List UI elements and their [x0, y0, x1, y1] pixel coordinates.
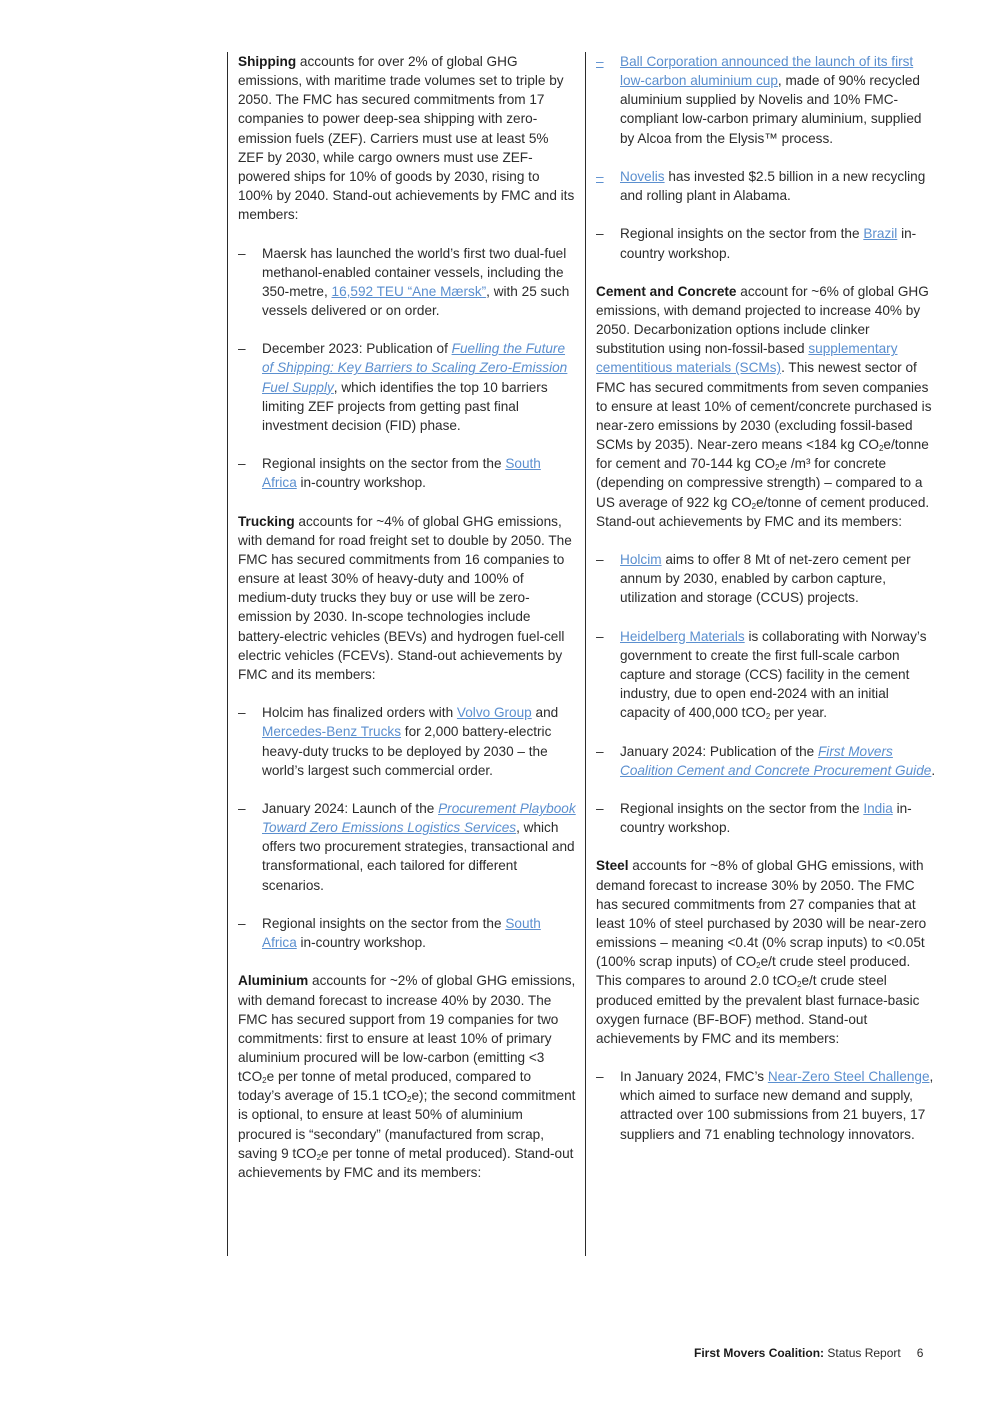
list-item: – Holcim has finalized orders with Volvo Group and Mercedes-Benz Trucks for 2,000 battery-electric heavy-duty trucks to be deployed by 2030 – the world’s largest such commercial order. [238, 705, 559, 778]
aluminium-paragraph: Aluminium accounts for ~2% of global GHG emissions, with demand forecast to increase 40% by 2030. The FMC has secured support from 19 companies for two commitments: first to ensure at least 10% of primary aluminium procured will be low-carbon (emitting <3 tCO$_2$e per tonne of metal produced, compared to today’s average of 15.1 tCO$_2$e); the second commitment is optional, to ensure at least 50% of aluminium procured is “secondary” (manufactured from scrap, saving 9 tCO$_2$e per tonne of metal produced). Stand-out achievements by FMC and its members: [238, 973, 576, 1180]
heidelberg-materials-link[interactable]: Heidelberg Materials [620, 628, 745, 644]
list-item: – Ball Corporation announced the launch of its first low-carbon aluminium cup, made of 90% recycled aluminium supplied by Novelis and 10% FMC-compliant low-carbon primary aluminium, supplied by Alcoa from the Elysis™ process. [596, 54, 922, 146]
brazil-link[interactable]: Brazil [863, 226, 898, 242]
cement-paragraph: Cement and Concrete account for ~6% of global GHG emissions, with demand projected to increase 40% by 2050. Decarbonization options include clinker substitution using non-fossil-based supplementary cementitious materials (SCMs). This newest sector of FMC has secured commitments from seven companies to ensure at least 10% of cement/concrete purchased is near-zero emissions by 2030 (excluding fossil-based SCMs by 2035). Near-zero means <184 kg $CO_2e$/tonne for cement and 70-144 kg $CO_2e$ /m³ for concrete (depending on compressive strength) – compared to a US average of 922 kg $CO_2e$/tonne of cement produced. Stand-out achievements by FMC and its members: [596, 283, 932, 529]
right-column [585, 52, 938, 1256]
south-africa-link[interactable]: South Africa [262, 915, 541, 951]
aluminium-achievements-list [596, 52, 938, 263]
trucking-heading: Trucking [238, 513, 295, 529]
page-number: 6 [916, 1346, 924, 1360]
list-item: – Regional insights on the sector from the Brazil in-country workshop. [596, 226, 917, 261]
aluminium-heading: Aluminium [238, 973, 309, 989]
footer-brand: First Movers Coalition: [694, 1346, 825, 1360]
left-column [227, 52, 576, 1256]
page-footer [694, 1346, 923, 1360]
list-item: – Regional insights on the sector from the India in-country workshop. [596, 800, 912, 836]
list-item: – Heidelberg Materials is collaborating with Norway’s government to create the first full-scale carbon capture and storage (CCS) facility in the cement industry, due to open end-2024 with an initial capacity of 400,000 tCO$_2$ per year. [596, 628, 927, 722]
novelis-link[interactable]: Novelis [620, 168, 665, 184]
near-zero-steel-challenge-link[interactable]: Near-Zero Steel Challenge [767, 1069, 930, 1085]
list-item: – Regional insights on the sector from the South Africa in-country workshop. [238, 915, 541, 951]
ane-maersk-link[interactable]: 16,592 TEU “Ane Mærsk” [331, 283, 487, 299]
cement-achievements-list [596, 550, 938, 837]
steel-heading: Steel [596, 858, 629, 874]
list-item: – Novelis has invested $2.5 billion in a new recycling and rolling plant in Alabama. [596, 168, 926, 204]
fuelling-future-shipping-link[interactable]: Fuelling the Future of Shipping: Key Barriers to Scaling Zero-Emission Fuel Supply [262, 341, 568, 395]
ball-corporation-link[interactable]: Ball Corporation announced the launch of its first low-carbon aluminium cup [620, 54, 914, 89]
holcim-link[interactable]: Holcim [620, 552, 662, 567]
list-item: – Maersk has launched the world’s first two dual-fuel methanol-enabled container vessels, including the 350-metre, 16,592 TEU “Ane Mærsk”, with 25 such vessels delivered or on order. [238, 245, 570, 319]
steel-paragraph: Steel accounts for ~8% of global GHG emissions, with demand forecast to increase 30% by 2050. The FMC has secured commitments from 27 companies that at least 10% of steel purchased by 2030 will be near-zero emissions – meaning <0.4t (0% scrap inputs) to <0.05t (100% scrap inputs) of $CO_2e/t$ crude steel produced. This compares to around 2.0 tCO$_2$e/t crude steel produced emitted by the prevalent blast furnace-basic oxygen furnace (BF-BOF) method. Stand-out achievements by FMC and its members: [596, 858, 927, 1046]
trucking-paragraph: Trucking accounts for ~4% of global GHG emissions, with demand for road freight set to double by 2050. The FMC has secured commitments from 16 companies to ensure at least 30% of heavy-duty and 100% of medium-duty trucks they buy or use will be zero-emission by 2030. In-scope technologies include battery-electric vehicles (BEVs) and hydrogen fuel-cell electric vehicles (FCEVs). Stand-out achievements by FMC and its members: [238, 513, 572, 682]
scm-link[interactable]: supplementary cementitious materials (SCMs) [596, 341, 898, 376]
cement-procurement-guide-link[interactable]: First Movers Coalition Cement and Concrete Procurement Guide [620, 743, 932, 778]
list-item: – Holcim aims to offer 8 Mt of net-zero cement per annum by 2030, enabled by carbon capture, utilization and storage (CCUS) projects. [596, 552, 911, 606]
shipping-paragraph: Shipping accounts for over 2% of global GHG emissions, with maritime trade volumes set to triple by 2050. The FMC has secured commitments from 17 companies to power deep-sea shipping with zero-emission fuels (ZEF). Carriers must use at least 5% ZEF by 2030, while cargo owners must use ZEF-powered ships for 10% of goods by 2030, rising to 100% by 2040. Stand-out achievements by FMC and its members: [238, 54, 575, 223]
shipping-heading: Shipping [238, 54, 297, 69]
list-item: – January 2024: Publication of the First Movers Coalition Cement and Concrete Procurement Guide. [596, 743, 936, 778]
footer-title: Status Report [824, 1346, 901, 1360]
list-item: – January 2024: Launch of the Procurement Playbook Toward Zero Emissions Logistics Services, which offers two procurement strategies, transactional and transformational, each tailored for different scenarios. [238, 801, 576, 893]
shipping-achievements-list [238, 244, 576, 493]
procurement-playbook-link[interactable]: Procurement Playbook Toward Zero Emissions Logistics Services [262, 801, 576, 836]
list-item: – In January 2024, FMC’s Near-Zero Steel Challenge, which aimed to surface new demand and supply, attracted over 100 submissions from 21 buyers, 17 suppliers and 71 enabling technology innovators. [596, 1069, 934, 1142]
trucking-achievements-list [238, 703, 576, 952]
list-item: – Regional insights on the sector from the South Africa in-country workshop. [238, 456, 541, 491]
mercedes-benz-trucks-link[interactable]: Mercedes-Benz Trucks [262, 724, 402, 740]
india-link[interactable]: India [863, 800, 893, 816]
steel-achievements-list [596, 1067, 938, 1144]
list-item: – December 2023: Publication of Fuelling the Future of Shipping: Key Barriers to Scaling Zero-Emission Fuel Supply, which identifies the top 10 barriers limiting ZEF projects from getting past final investment decision (FID) phase. [238, 341, 568, 433]
south-africa-link[interactable]: South Africa [262, 456, 541, 491]
cement-heading: Cement and Concrete [596, 283, 737, 299]
volvo-group-link[interactable]: Volvo Group [456, 705, 532, 721]
